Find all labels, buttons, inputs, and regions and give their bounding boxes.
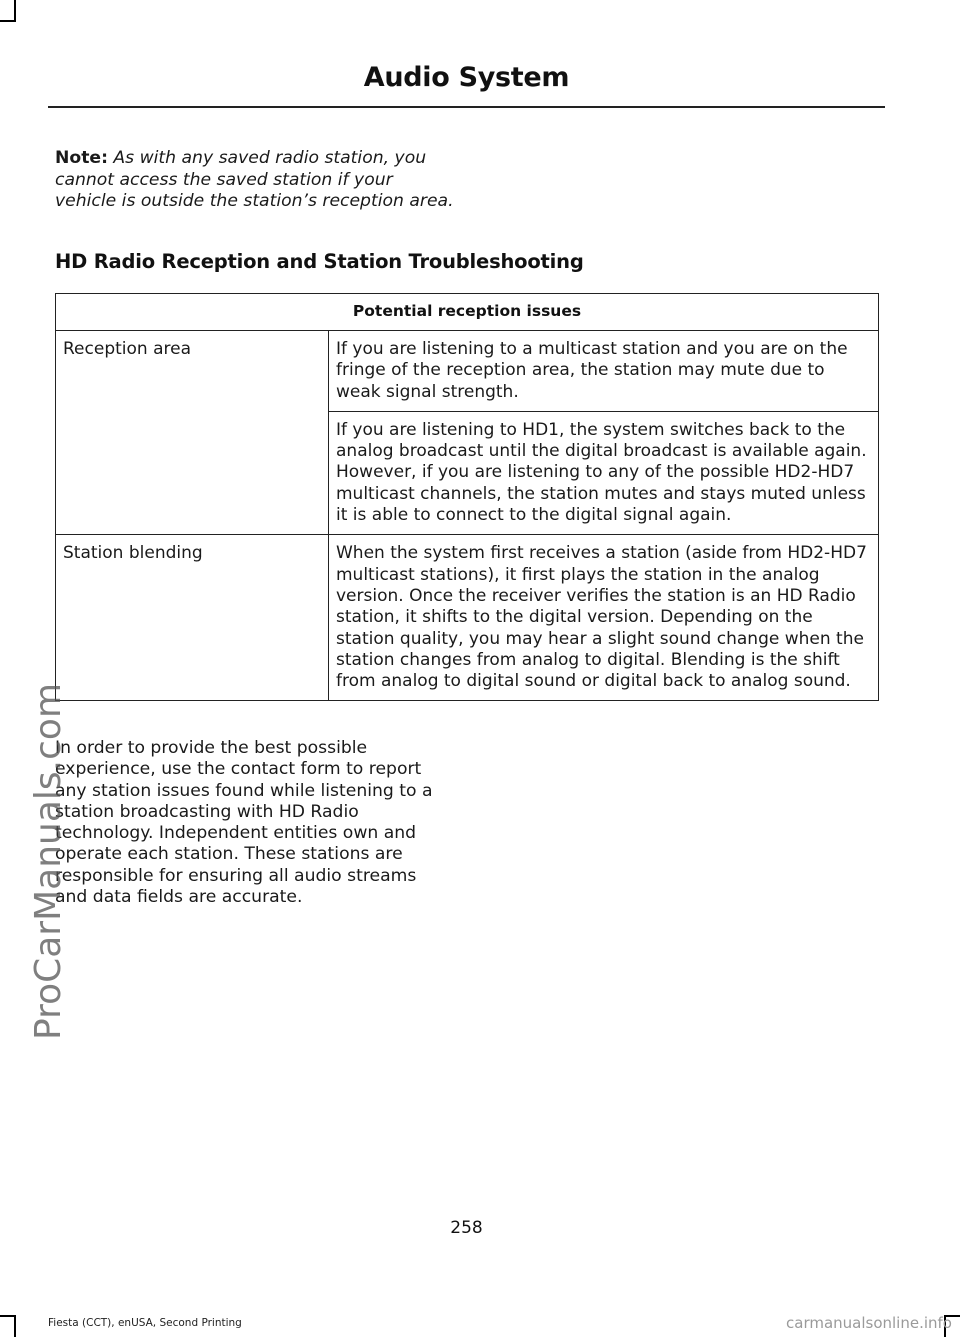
note-paragraph <box>55 148 455 213</box>
crop-mark <box>14 1317 16 1337</box>
table-row <box>56 331 879 412</box>
page-header: Audio System <box>363 62 570 93</box>
description-cell: If you are listening to a multicast station and you are on the fringe of the reception area, the station may mute due to weak signal strength. <box>329 331 879 412</box>
watermark-left: ProCarManuals.com <box>28 682 69 1040</box>
body-paragraph: In order to provide the best possible experience, use the contact form to report any station issues found while listening to a station broadcasting with HD Radio technology. Independent entities own and operate each station. These stations are responsible for ensuring all audio streams and data fields are accurate. <box>55 738 433 908</box>
watermark-bottom: carmanualsonline.info <box>786 1314 952 1332</box>
crop-mark <box>0 1315 16 1317</box>
crop-mark <box>0 20 16 22</box>
issue-cell: Reception area <box>56 331 329 535</box>
note-text: As with any saved radio station, you cannot access the saved station if your vehicle is outside the station’s reception area. <box>55 148 454 211</box>
issue-cell: Station blending <box>56 535 329 701</box>
reception-issues-table <box>55 293 879 701</box>
edition-footer: Fiesta (CCT), enUSA, Second Printing <box>48 1317 242 1329</box>
table-header-row <box>56 294 879 331</box>
header-rule <box>48 106 885 108</box>
description-cell: When the system first receives a station (aside from HD2-HD7 multicast stations), it first plays the station in the analog version. Once the receiver verifies the station is an HD Radio station, it shifts to the digital version. Depending on the station quality, you may hear a slight sound change when the station changes from analog to digital. Blending is the shift from analog to digital sound or digital back to analog sound. <box>329 535 879 701</box>
description-cell: If you are listening to HD1, the system switches back to the analog broadcast until the digital broadcast is available again. However, if you are listening to any of the possible HD2-HD7 multicast channels, the station mutes and stays muted unless it is able to connect to the digital signal again. <box>329 411 879 534</box>
table-row <box>56 535 879 701</box>
section-heading: HD Radio Reception and Station Troubleshooting <box>55 250 584 273</box>
note-label: Note: <box>55 148 108 168</box>
crop-mark <box>14 0 16 20</box>
table-header: Potential reception issues <box>56 294 879 331</box>
page-number: 258 <box>450 1218 483 1238</box>
